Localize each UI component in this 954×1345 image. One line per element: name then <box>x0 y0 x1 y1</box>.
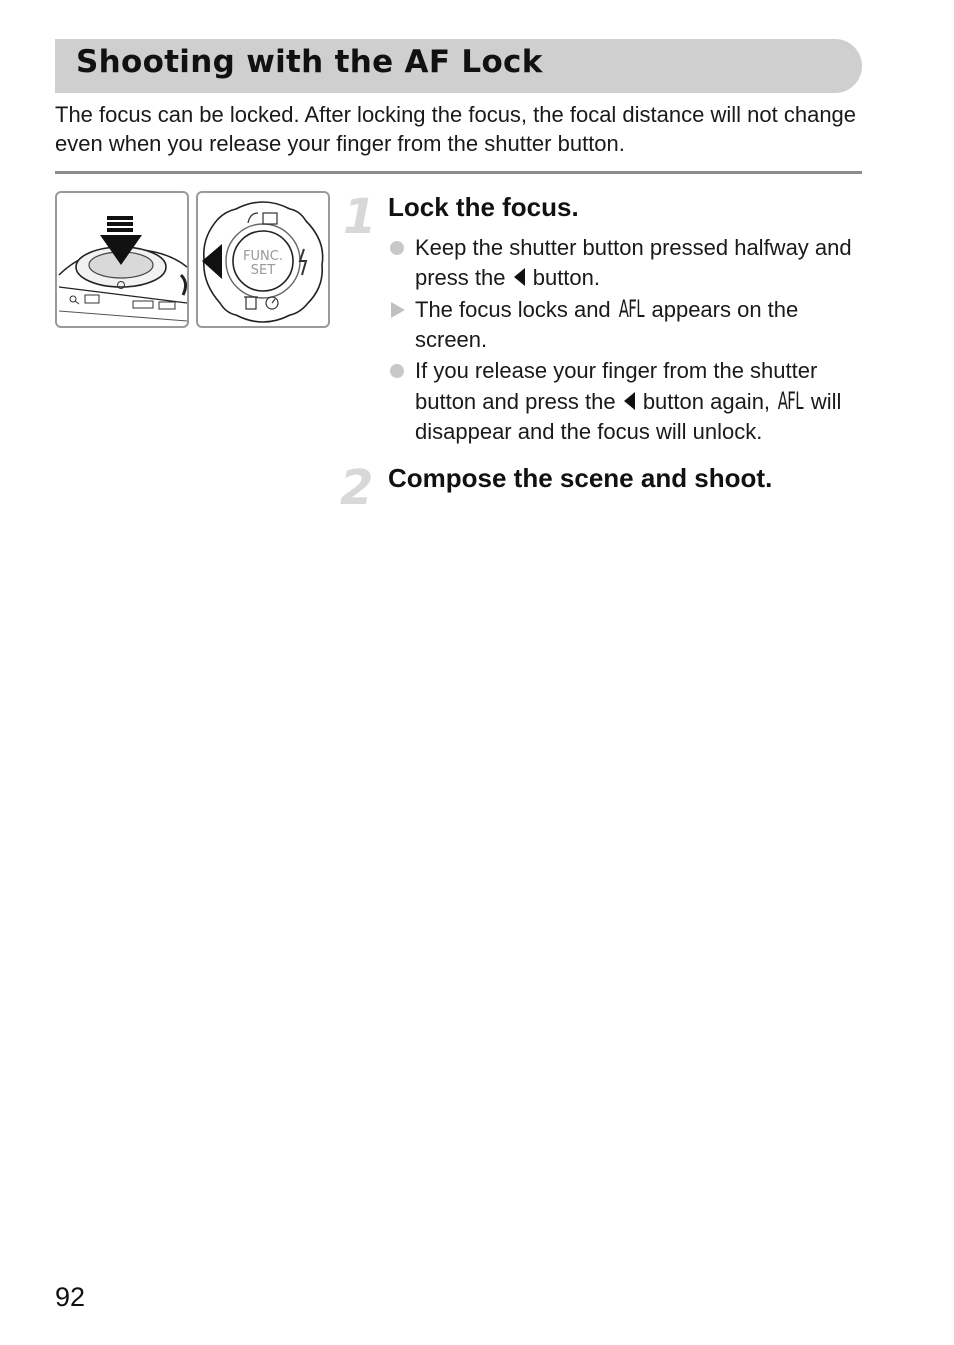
page-number: 92 <box>55 1282 86 1312</box>
list-item <box>388 356 868 448</box>
section-title-bar <box>55 39 862 93</box>
bullet-text: Keep the shutter button pressed halfway and press the <box>415 235 852 291</box>
result-triangle-icon <box>391 302 405 318</box>
page-title: Shooting with the AF Lock <box>76 44 543 80</box>
afl-icon: AFL <box>777 387 804 416</box>
left-arrow-icon <box>514 268 525 286</box>
bullet-text: If you release your finger from the shutter button and press the <box>415 357 818 415</box>
step-heading: Compose the scene and shoot. <box>388 463 773 493</box>
bullet-dot-icon <box>390 241 404 255</box>
step-number: 1 <box>343 189 377 245</box>
step-number: 2 <box>340 460 374 516</box>
set-label: SET <box>250 263 276 278</box>
divider <box>55 171 862 174</box>
step-1-bullet-list <box>388 233 868 448</box>
list-item <box>388 233 868 294</box>
left-arrow-icon <box>624 392 635 410</box>
control-dial-illustration <box>196 191 330 328</box>
step-heading: Lock the focus. <box>388 192 579 222</box>
intro-paragraph: The focus can be locked. After locking the focus, the focal distance will not change even when you release your finger from the shutter button. <box>55 102 857 156</box>
bullet-text: button. <box>526 265 600 291</box>
bullet-text: The focus locks and <box>415 296 617 322</box>
func-label: FUNC. <box>243 249 283 264</box>
shutter-button-illustration <box>55 191 189 328</box>
bullet-text: appears on the screen. <box>415 296 799 353</box>
list-item <box>388 294 868 356</box>
bullet-dot-icon <box>390 364 404 378</box>
bullet-text: will disappear and the focus will unlock. <box>415 389 842 445</box>
afl-icon: AFL <box>618 294 644 323</box>
bullet-text: button again, <box>636 389 777 415</box>
